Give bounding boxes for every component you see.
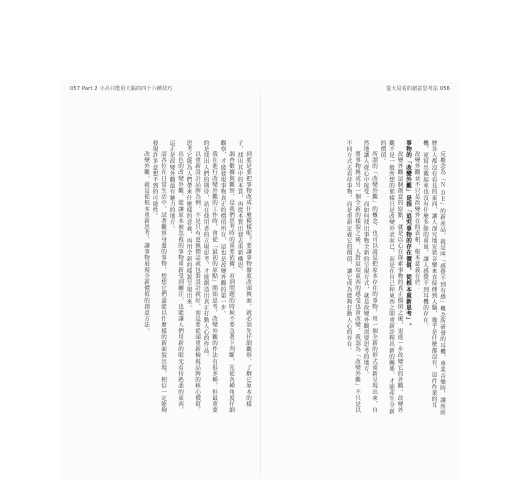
running-header-right: 從大局看的創意思考法 056 [386, 86, 450, 92]
paragraph: 所謂的「改變外觀」的概念，也可以說是把原本存在的事物，用一個全新的形式重新呈現出來，自然地讓人從心中接受。而如何找出事物全新的呈現方式，就是改變外觀需要思考的地方。 [362, 140, 377, 414]
right-page-body [270, 140, 446, 416]
paragraph: 請各位在日常生活中，試著觀察身邊的事物，想想它們還能以什麼樣的新面貌出現，相信一定能夠發現許多意想不到的可能性。 [151, 140, 166, 414]
paragraph: 以重新設計品牌為例，不是只有更換標誌或包裝設計就好，而是要從頭重新檢視品牌的核心價值，思考它能為人們帶來什麼樣的意義，再用全新的樣貌呈現出來。 [185, 140, 200, 414]
paragraph: 將事物換成另一個全新的樣貌之後，人對這項東西的感受也會改變，我認為「改變外觀」不只是以不同方式去看待事物，而是重新定義它的價值，讓它成為能夠打動人心的存在。 [345, 140, 360, 414]
paragraph: 改變外觀，就是從根本重新思考，讓事物展現全新價值的創意方法。 [143, 151, 149, 335]
paragraph: 我在進行改變外觀的工作時，會從「最初的原點」開始思考，改變外觀的作法有很多種，但最重要的是找出人們的期待，站在使用者的立場思考，才能創造出真正打動人心的作品。 [202, 140, 217, 414]
book-spread [60, 80, 460, 480]
running-header-left: 057 Part 2 小兵只能用大腦的四十六種技巧 [70, 86, 173, 92]
paragraph: 調查數據與觀察，是我們思考時的重要依據，看到問題的時候不要急著下判斷，先從各種角度仔細觀察，才能發現事物真正的價值所在，這也是改變外觀的第一步。 [219, 140, 234, 414]
paragraph: 出色的改變外觀，能讓原本被忽視的事物重新受到關注，也能讓人們用新的眼光看待熟悉的東西，這正是改變外觀最有魅力的地方。 [168, 140, 183, 414]
paragraph: 到底是要把事物改成什麼模樣呢？要讓事物徹底改頭換面，就必須先仔細觀察，了解它原本的樣子，找出其中的本質，再從本質出發去重新構思。 [236, 140, 251, 408]
left-page-body [74, 140, 252, 416]
paragraph: 改變外觀並不只是改變外在的表相，根本意義在於： [413, 151, 420, 292]
paragraph: 改變外觀這個創意的原點，就是以心在探索事物的真正價值之後，更進一步改變它的外觀。改變外觀不是一般所想的那樣只是改變外表而已，而是在自己和東西之間重新詮釋出新的關係，才能產生全新的價值。 [379, 140, 403, 415]
paragraph: 反覆念為「Ｎ ＤＥ」的新產品，就是叫「感覺不到有感」概念所研發的耳機，專業音樂時，讓所經歷各人都沒有看見的東西，讓人深究地安裝音樂來直接傳到人腦，幾乎是什麼都沒有，這件作業的耳機，更寫出戴起來也沒有什麼多餘的重量，讓人感覺不到耳機的存在。 [422, 140, 445, 416]
key-statement: 事物的「改變外觀」是指「追究事物的存在價值，從根本重新思考」。 [405, 140, 411, 330]
page-gutter [260, 94, 261, 474]
